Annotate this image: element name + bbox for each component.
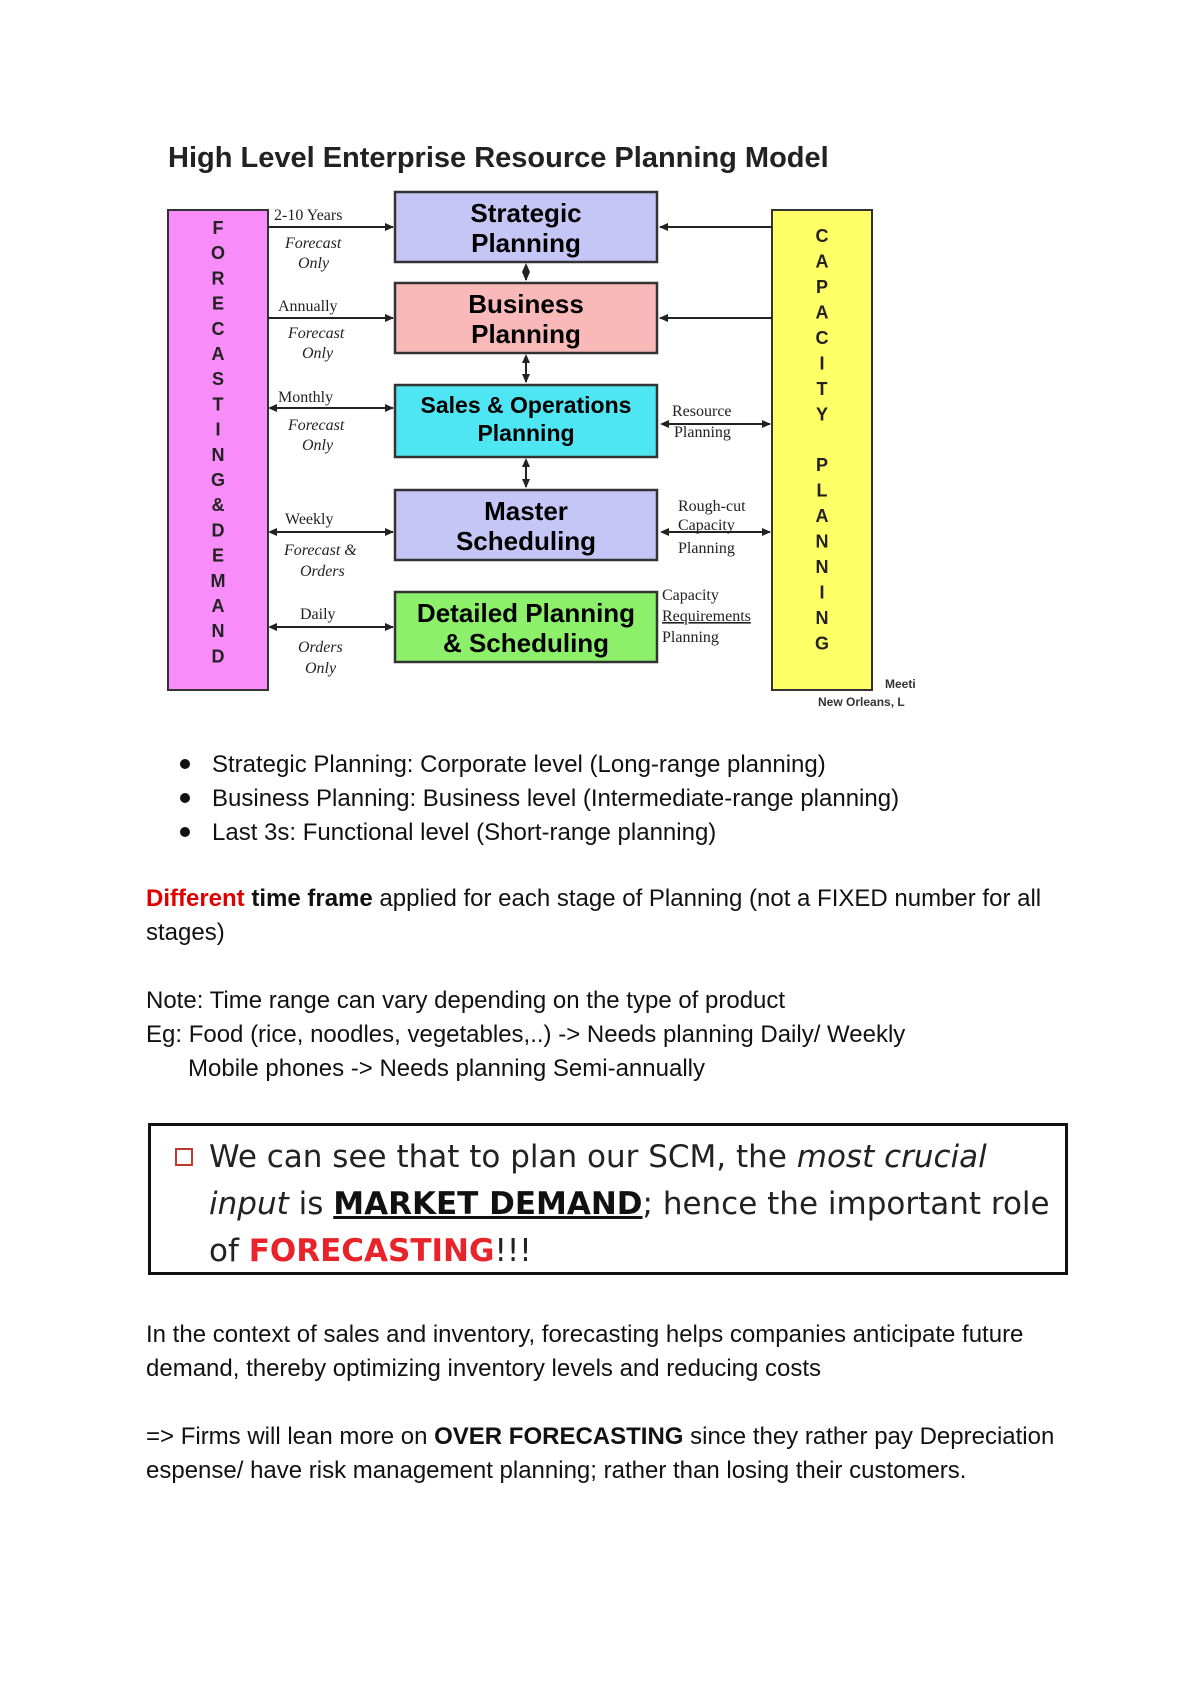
capacity-planning-letter: P [815, 455, 829, 475]
paragraph-context: In the context of sales and inventory, forecasting helps companies anticipate future demand, thereby optimizing inventory levels and reducing costs [146, 1321, 1024, 1382]
label-forecast-orders-b: Orders [300, 563, 345, 580]
box-strategic-planning-line2: Planning [471, 228, 581, 258]
bullet-item [180, 818, 716, 848]
forecasting-demand-letter: T [212, 394, 224, 415]
capacity-planning-letter: G [814, 633, 830, 654]
box-strategic-planning-line1: Strategic [470, 198, 582, 228]
checkbox-bullet-icon [175, 1148, 193, 1166]
different-word: Different [146, 885, 245, 912]
time-frame-rest: applied for each stage of Planning (not a FIXED number for all stages) [146, 885, 1042, 946]
callout-box [148, 1123, 1068, 1275]
label-rough-cut: Rough-cut [678, 498, 746, 515]
label-annually: Annually [278, 298, 338, 315]
capacity-planning-letter: N [815, 608, 829, 628]
label-forecast-only-1a: Forecast [285, 235, 342, 252]
right-arrows [660, 227, 772, 532]
label-resource-planning: Planning [674, 424, 731, 441]
box-master-scheduling-line1: Master [484, 496, 568, 526]
label-forecast-only-2a: Forecast [288, 325, 345, 342]
erp-diagram [150, 140, 940, 720]
diagram-title: High Level Enterprise Resource Planning Model [168, 142, 829, 174]
bullet-item [180, 784, 899, 814]
label-forecast-orders-a: Forecast & [284, 542, 357, 559]
bullet-dot [180, 793, 190, 803]
bullet-dot [180, 827, 190, 837]
forecasting-text: FORECASTING [248, 1233, 495, 1269]
forecasting-demand-letter: N [211, 621, 225, 642]
paragraph-over-forecasting [146, 1420, 1076, 1488]
forecasting-demand-letter: O [210, 243, 226, 264]
label-capacity-2: Capacity [662, 587, 719, 604]
bullet-text: Business Planning: Business level (Intermediate-range planning) [212, 785, 900, 812]
label-requirements-planning: Planning [662, 629, 719, 646]
forecasting-demand-letter: E [211, 545, 225, 566]
forecasting-demand-letter: C [211, 318, 225, 339]
forecasting-demand-letter: S [211, 369, 225, 390]
forecasting-demand-letter: & [211, 495, 225, 516]
forecasting-demand-letter: D [211, 646, 225, 667]
planning-boxes [395, 192, 657, 662]
label-capacity: Capacity [678, 517, 735, 534]
left-labels [274, 207, 357, 677]
capacity-planning-letter: A [815, 302, 829, 323]
callout-part: We can see that to plan our SCM, the [209, 1139, 797, 1175]
capacity-planning-letter: N [815, 557, 829, 577]
capacity-planning-letter: L [816, 480, 828, 501]
capacity-planning-letter: A [815, 506, 829, 526]
right-labels [662, 403, 751, 646]
box-sop-line1: Sales & Operations [420, 392, 632, 418]
forecasting-demand-letter: F [212, 218, 224, 238]
time-frame-word: time frame [251, 885, 373, 912]
capacity-planning-letter: I [819, 582, 825, 603]
callout-exclaim: !!! [494, 1233, 532, 1269]
label-2-10-years: 2-10 Years [274, 207, 343, 224]
label-monthly: Monthly [278, 389, 334, 406]
label-requirements: Requirements [662, 608, 751, 625]
callout-text [209, 1134, 1059, 1275]
capacity-planning-letter: Y [815, 404, 829, 425]
paragraph-time-frame [146, 882, 1076, 950]
label-rough-cut-planning: Planning [678, 540, 735, 557]
note-line: Note: Time range can vary depending on the type of product [146, 987, 786, 1014]
forecasting-demand-letter: A [211, 596, 225, 616]
label-forecast-only-1b: Only [298, 255, 330, 272]
forecasting-demand-letter: M [210, 570, 226, 591]
paragraph-note [146, 984, 1076, 1086]
label-resource: Resource [672, 403, 732, 420]
market-demand-text: MARKET DEMAND [333, 1186, 643, 1222]
callout-part: ; hence the important role of [209, 1186, 1050, 1269]
bullet-text: Strategic Planning: Corporate level (Long-range planning) [212, 751, 826, 778]
corner-text-2: New Orleans, L [818, 695, 905, 709]
capacity-planning-letter: C [815, 226, 829, 246]
bullet-dot [180, 759, 190, 769]
label-orders-only-a: Orders [298, 639, 343, 656]
box-business-planning-line2: Planning [471, 319, 581, 349]
capacity-planning-letter: C [815, 328, 829, 348]
label-daily: Daily [300, 606, 336, 623]
capacity-planning-letter: A [815, 251, 829, 272]
box-sop-line2: Planning [477, 420, 575, 446]
forecasting-demand-letter: N [211, 444, 225, 465]
callout-italic: most crucial input [209, 1139, 987, 1222]
forecasting-demand-letter: I [215, 419, 221, 440]
bullet-item [180, 750, 826, 780]
forecasting-demand-letter: D [211, 520, 225, 541]
over-forecasting-bold: OVER FORECASTING [434, 1423, 684, 1450]
over-forecasting-lead: => Firms will lean more on [146, 1423, 435, 1450]
capacity-planning-letter: T [816, 379, 828, 399]
label-weekly: Weekly [285, 511, 334, 528]
box-detailed-planning-line2: & Scheduling [442, 628, 610, 658]
label-orders-only-b: Only [305, 660, 337, 677]
capacity-planning-letter: I [819, 353, 825, 374]
over-forecasting-rest: since they rather pay Depreciation espense/ have risk management planning; rather than losing their customers. [146, 1423, 1055, 1484]
bullet-text: Last 3s: Functional level (Short-range planning) [212, 819, 717, 846]
box-business-planning-line1: Business [468, 289, 584, 319]
box-master-scheduling-line2: Scheduling [455, 526, 597, 556]
label-forecast-only-3b: Only [302, 437, 334, 454]
box-detailed-planning-line1: Detailed Planning [416, 598, 636, 628]
example-line-2: Mobile phones -> Needs planning Semi-annually [188, 1055, 705, 1082]
label-forecast-only-2b: Only [302, 345, 334, 362]
capacity-planning-letter: N [815, 531, 829, 552]
example-line: Eg: Food (rice, noodles, vegetables,..) -> Needs planning Daily/ Weekly [146, 1021, 906, 1048]
corner-text-1: Meeti [885, 677, 916, 691]
capacity-planning-letter: P [815, 277, 829, 297]
forecasting-demand-letter: E [211, 293, 225, 314]
erp-diagram-svg [150, 140, 940, 720]
forecasting-demand-letter: R [211, 268, 225, 289]
callout-part: is [288, 1186, 334, 1222]
forecasting-demand-letter: A [211, 344, 225, 364]
label-forecast-only-3a: Forecast [288, 417, 345, 434]
forecasting-demand-letter: G [210, 470, 226, 490]
